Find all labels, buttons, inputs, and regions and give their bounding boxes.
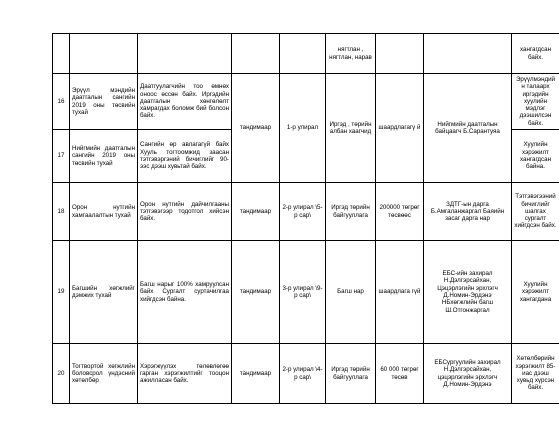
row-responsible: ЕБСургуулийн захирал Н.Дэлгэрсайхан, цэцэрлэгийн эрхлэгч Д.Номин-Эрдэнэ <box>424 344 512 404</box>
row-target: Иргэд төрийн байгууллага <box>326 344 376 404</box>
row-outcome: Хуулийн хэрэжилт хангагдана <box>512 241 559 344</box>
row-period: 2-р улирал \4-р сар\ <box>280 344 326 404</box>
row-goal: Хэрэгжүүлэх төлөвлөгөө гарган хэрэгжилтийг тооцон ажилласан байх. <box>138 344 232 404</box>
table-row <box>53 183 559 241</box>
row-budget: шаардлага гүй <box>376 241 424 344</box>
row-number: 18 <box>53 183 70 241</box>
row-goal: Багш нарыг 100% хамруулсан байх Сургалт суртачилгаа хийгдсэн байна. <box>138 241 232 344</box>
row-number <box>53 34 70 74</box>
row-budget: шаардлагагү й <box>376 74 424 183</box>
row-period <box>280 34 326 74</box>
table-row <box>53 241 559 344</box>
table-row <box>53 34 559 74</box>
row-period: 1-р улирал <box>280 74 326 183</box>
row-number: 16 <box>53 74 70 130</box>
row-title: Эрүүл мэндийн даатгалын сангийн 2019 оны төсвийн тухай <box>70 74 138 130</box>
row-goal <box>138 34 232 74</box>
row-period: 3-р улирал \9-р сар\ <box>280 241 326 344</box>
table-row <box>53 344 559 404</box>
row-goal: Даатгуулагчийн тоо өмнөх оноос өссөн байх. Иргэдийн даатгалын хөнгөлөлт хамрагдах боломж бий болсон байх. <box>138 74 232 130</box>
row-period: 2-р улирал \5-р сар\ <box>280 183 326 241</box>
row-unit <box>232 34 280 74</box>
row-responsible: ЕБС-ийн захирал Н.Дэлгэрсайхан, Цэцэрлэгийн эрхлэгч Д.Номин-Эрдэнэ НБхөгжлийн багш Ш.Отгонжаргал <box>424 241 512 344</box>
row-title <box>70 34 138 74</box>
row-target: нягтлан , нягтлан, нарав <box>326 34 376 74</box>
row-target: Иргэд , төрийн албан хаагчид <box>326 74 376 183</box>
row-unit: тандимаар <box>232 74 280 183</box>
row-outcome: хангагдсан байх. <box>512 34 559 74</box>
row-unit: тандимаар <box>232 344 280 404</box>
row-budget: 200000 төгрөг төсвөөс <box>376 183 424 241</box>
row-number: 17 <box>53 130 70 183</box>
row-goal: Орон нутгийн дайчилгааны тэтгэвэгээр тодотгол хийсэн байх. <box>138 183 232 241</box>
row-number: 20 <box>53 344 70 404</box>
plan-table <box>52 33 559 404</box>
row-unit: тандимаар <box>232 241 280 344</box>
row-title: Нийгмийн даатгалын сангийн 2019 оны төсвийн тухай <box>70 130 138 183</box>
row-unit: тандимаар <box>232 183 280 241</box>
row-outcome: Эрүүлмэндий н талаарх иргэдийн хуулийн мэдлэг дээшилсэн байх. <box>512 74 559 130</box>
row-outcome: Хуулийн хэрэжилт хангагдсан байна. <box>512 130 559 183</box>
row-responsible: Нийгмийн даатгалын байцаагч Б.Сарантуяа <box>424 74 512 183</box>
row-title: Багшийн хөгжлийг дэмжих тухай <box>70 241 138 344</box>
row-budget: 60 000 төгрөг төсөв <box>376 344 424 404</box>
row-outcome: Хөтөлбөрийн хэрэгжилт 85-иас дээш хувьд хүрсэн байх. <box>512 344 559 404</box>
row-goal: Сангийн өр авлагагүй байх Хууль тогтоомжид заасан тэтгэвэргэний бичиглийг 90-ээс дээш хувьтай байх. <box>138 130 232 183</box>
row-outcome: Тэтгэвэгээний бичиглийг шалгах сургалт хийгдсэн байх. <box>512 183 559 241</box>
row-number: 19 <box>53 241 70 344</box>
row-budget <box>376 34 424 74</box>
row-responsible <box>424 34 512 74</box>
row-title: Орон нутгийн хамгаалалтын тухай <box>70 183 138 241</box>
table-row <box>53 74 559 130</box>
row-target: Иргэд төрийн байгууллага <box>326 183 376 241</box>
row-responsible: ЗДТГ-ын дарга Б.Амгаланжаргал Баяийн засаг дарга нар <box>424 183 512 241</box>
row-target: Багш нар <box>326 241 376 344</box>
row-title: Тогтвортой хөгжлийн боловсрол үндэсний хөтөлбөр <box>70 344 138 404</box>
